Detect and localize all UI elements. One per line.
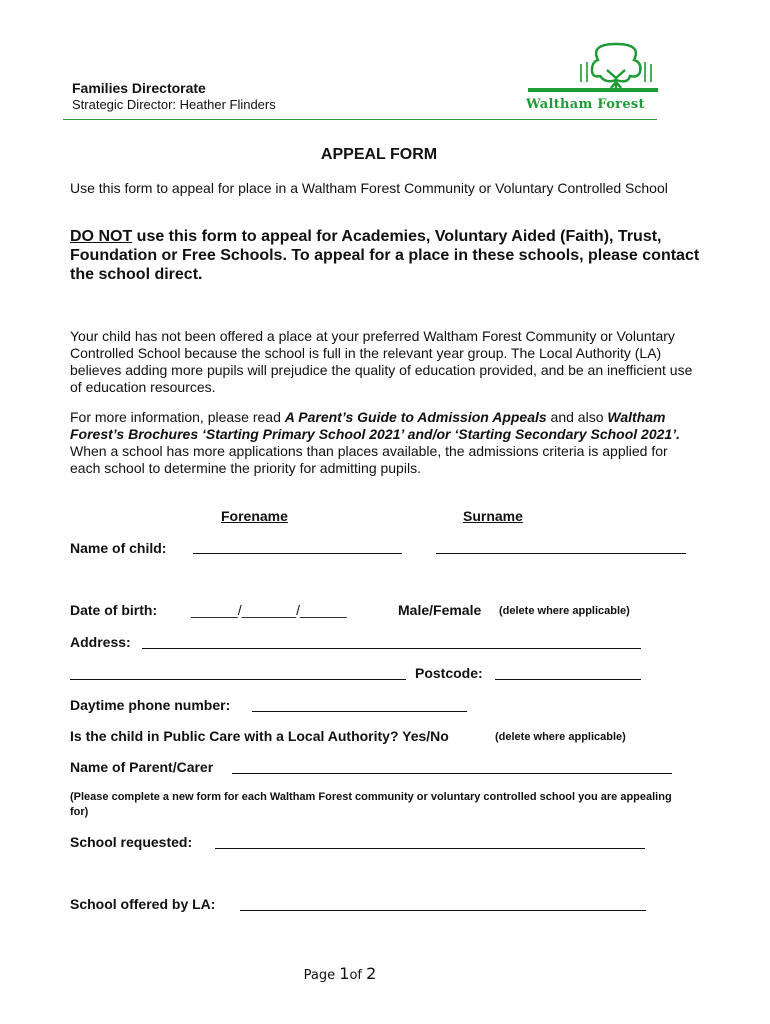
- postcode-field[interactable]: [495, 679, 641, 680]
- parent-field[interactable]: [232, 773, 672, 774]
- address-field-line2[interactable]: [70, 679, 406, 680]
- page-number: [0, 964, 680, 983]
- intro-text: Use this form to appeal for place in a Waltham Forest Community or Voluntary Controlled School: [70, 180, 668, 196]
- warning-text: [70, 227, 700, 284]
- address-label: Address:: [70, 634, 131, 650]
- brochures-title: Waltham Forest’s Brochures ‘Starting Primary School 2021’ and/or ‘Starting Secondary School 2021’.: [70, 409, 680, 442]
- phone-field[interactable]: [252, 711, 467, 712]
- surname-header: Surname: [463, 508, 523, 524]
- phone-label: Daytime phone number:: [70, 697, 231, 713]
- page-current: 1: [339, 964, 350, 983]
- more-info-lead: For more information, please read: [70, 409, 285, 425]
- paragraph-more-info: [70, 409, 700, 477]
- new-form-note: (Please complete a new form for each Waltham Forest community or voluntary controlled school you are appealing for): [70, 791, 672, 818]
- gender-delete-note: (delete where applicable): [499, 605, 630, 617]
- school-requested-label: School requested:: [70, 834, 193, 850]
- postcode-label: Postcode:: [415, 665, 483, 681]
- school-offered-field[interactable]: [240, 910, 646, 911]
- more-info-tail: When a school has more applications than places available, the admissions criteria is applied for each school to determine the priority for admitting pupils.: [70, 443, 668, 476]
- parent-label: Name of Parent/Carer: [70, 759, 214, 775]
- school-requested-field[interactable]: [215, 848, 645, 849]
- directorate-title: Families Directorate: [72, 80, 206, 96]
- public-care-delete-note: (delete where applicable): [495, 731, 626, 743]
- page-word: Page: [303, 968, 340, 983]
- paragraph-reason: Your child has not been offered a place at your preferred Waltham Forest Community or Voluntary Controlled School because the school is full in the relevant year group. The Local Authority (LA) believes adding more pupils will prejudice the quality of education provided, and be an inefficient use of education resources.: [70, 328, 693, 395]
- form-title: APPEAL FORM: [320, 146, 438, 163]
- page-total: 2: [366, 964, 377, 983]
- dob-label: Date of birth:: [70, 602, 158, 618]
- name-of-child-label: Name of child:: [70, 540, 167, 556]
- director-name: Strategic Director: Heather Flinders: [72, 97, 276, 112]
- guide-title: A Parent’s Guide to Admission Appeals: [284, 409, 547, 425]
- forename-header: Forename: [221, 508, 288, 524]
- gender-label[interactable]: Male/Female: [398, 602, 482, 618]
- forename-field[interactable]: [193, 553, 402, 554]
- do-not-emphasis: DO NOT: [70, 228, 133, 245]
- public-care-question[interactable]: Is the child in Public Care with a Local Authority? Yes/No: [70, 728, 449, 744]
- header-divider: [63, 119, 657, 120]
- logo-text: Waltham Forest: [526, 97, 645, 112]
- dob-field[interactable]: ______/_______/______: [191, 602, 347, 618]
- address-field-line1[interactable]: [142, 648, 641, 649]
- school-offered-label: School offered by LA:: [70, 896, 216, 912]
- warning-rest: use this form to appeal for Academies, Voluntary Aided (Faith), Trust, Foundation or Free Schools. To appeal for a place in these schools, please contact the school direct.: [70, 228, 700, 283]
- surname-field[interactable]: [436, 553, 686, 554]
- more-info-also: and also: [546, 409, 608, 425]
- page-of: of: [349, 968, 367, 983]
